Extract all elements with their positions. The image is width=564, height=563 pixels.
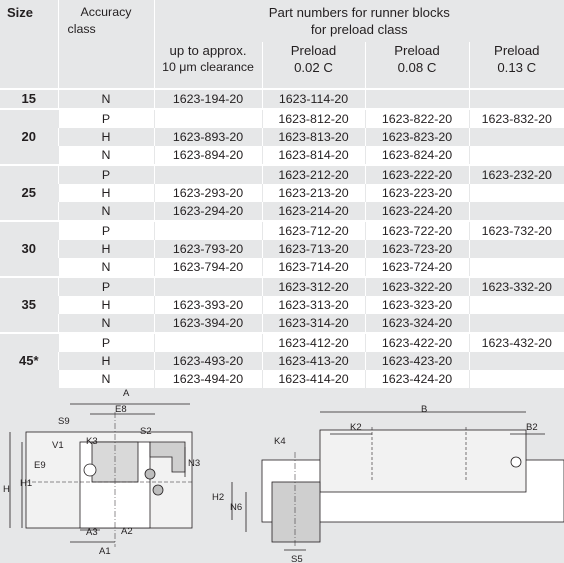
part-number-cell	[469, 184, 564, 202]
rail-hole-section	[272, 482, 320, 542]
part-number-cell: 1623-322-20	[365, 277, 469, 296]
part-number-cell	[365, 89, 469, 109]
accuracy-cell: H	[58, 184, 154, 202]
part-number-cell	[154, 165, 262, 184]
part-number-cell: 1623-232-20	[469, 165, 564, 184]
label-H2: H2	[212, 492, 225, 503]
part-number-cell: 1623-422-20	[365, 333, 469, 352]
part-number-cell: 1623-832-20	[469, 109, 564, 128]
header-size: Size	[0, 0, 58, 89]
label-K4: K4	[274, 436, 286, 447]
accuracy-cell: P	[58, 165, 154, 184]
part-number-cell	[469, 296, 564, 314]
header-preload-002-line1: Preload	[290, 43, 337, 58]
part-number-cell	[154, 333, 262, 352]
accuracy-cell: N	[58, 146, 154, 165]
part-number-cell: 1623-793-20	[154, 240, 262, 258]
accuracy-cell: H	[58, 296, 154, 314]
label-B2: B2	[526, 422, 538, 433]
part-number-cell: 1623-414-20	[262, 370, 365, 388]
part-number-cell: 1623-312-20	[262, 277, 365, 296]
part-number-cell: 1623-323-20	[365, 296, 469, 314]
size-cell: 20	[0, 109, 58, 165]
table-row	[0, 128, 564, 146]
header-clearance	[154, 42, 262, 89]
table-row	[0, 277, 564, 296]
part-number-cell: 1623-732-20	[469, 221, 564, 240]
header-preload-008-line1: Preload	[394, 43, 440, 58]
part-number-cell: 1623-314-20	[262, 314, 365, 333]
part-number-cell: 1623-824-20	[365, 146, 469, 165]
part-number-cell: 1623-324-20	[365, 314, 469, 333]
part-number-cell	[469, 128, 564, 146]
part-number-cell: 1623-294-20	[154, 202, 262, 221]
header-preload-008	[365, 42, 469, 89]
accuracy-cell: P	[58, 221, 154, 240]
part-number-cell: 1623-313-20	[262, 296, 365, 314]
part-number-cell: 1623-713-20	[262, 240, 365, 258]
table-body	[0, 89, 564, 388]
part-number-cell: 1623-412-20	[262, 333, 365, 352]
part-number-cell: 1623-222-20	[365, 165, 469, 184]
part-number-cell: 1623-394-20	[154, 314, 262, 333]
header-part-numbers	[154, 0, 564, 42]
header-preload-013-line2: 0.13 C	[497, 60, 537, 75]
part-number-cell: 1623-213-20	[262, 184, 365, 202]
part-number-cell	[469, 352, 564, 370]
part-number-cell	[469, 314, 564, 333]
block-side	[320, 430, 526, 492]
part-number-cell: 1623-794-20	[154, 258, 262, 277]
accuracy-cell: N	[58, 89, 154, 109]
header-preload-002-line2: 0.02 C	[294, 60, 333, 75]
accuracy-cell: P	[58, 333, 154, 352]
label-A3: A3	[86, 527, 98, 538]
part-number-cell: 1623-812-20	[262, 109, 365, 128]
header-preload-002	[262, 42, 365, 89]
part-number-cell	[469, 258, 564, 277]
part-number-cell	[469, 202, 564, 221]
header-preload-008-line2: 0.08 C	[397, 60, 437, 75]
label-H1: H1	[20, 478, 33, 489]
label-V1: V1	[52, 440, 64, 451]
label-K3: K3	[86, 436, 98, 447]
accuracy-cell: N	[58, 370, 154, 388]
header-accuracy-class	[58, 0, 154, 89]
label-S2: S2	[140, 426, 152, 437]
label-A1: A1	[99, 546, 111, 557]
table-row	[0, 89, 564, 109]
part-number-cell: 1623-432-20	[469, 333, 564, 352]
header-part-numbers-line1: Part numbers for runner blocks	[268, 5, 450, 20]
label-N6: N6	[230, 502, 243, 513]
accuracy-cell: H	[58, 128, 154, 146]
size-cell: 30	[0, 221, 58, 277]
header-clearance-line1: up to approx.	[169, 43, 247, 58]
label-S9: S9	[58, 416, 70, 427]
label-B: B	[421, 404, 428, 415]
part-number-cell	[469, 146, 564, 165]
part-number-cell: 1623-194-20	[154, 89, 262, 109]
header-accuracy-line1: Accuracy	[80, 5, 132, 19]
size-cell: 45*	[0, 333, 58, 388]
side-view	[232, 412, 564, 550]
ball-2	[153, 485, 163, 495]
table-row	[0, 109, 564, 128]
header-preload-013-line1: Preload	[494, 43, 540, 58]
label-S5: S5	[291, 554, 303, 563]
part-number-cell: 1623-814-20	[262, 146, 365, 165]
table-row	[0, 221, 564, 240]
header-accuracy-line2: class	[67, 22, 96, 36]
header-clearance-line2: 10 μm clearance	[162, 60, 254, 74]
label-E9: E9	[34, 460, 46, 471]
part-number-cell: 1623-722-20	[365, 221, 469, 240]
table-row	[0, 240, 564, 258]
accuracy-cell: H	[58, 352, 154, 370]
size-cell: 25	[0, 165, 58, 221]
part-number-cell: 1623-494-20	[154, 370, 262, 388]
part-number-cell: 1623-823-20	[365, 128, 469, 146]
part-number-cell: 1623-822-20	[365, 109, 469, 128]
part-number-cell	[469, 89, 564, 109]
label-A: A	[123, 388, 130, 399]
accuracy-cell: N	[58, 314, 154, 333]
part-number-cell: 1623-813-20	[262, 128, 365, 146]
part-number-cell: 1623-212-20	[262, 165, 365, 184]
accuracy-cell: H	[58, 240, 154, 258]
table-row	[0, 202, 564, 221]
part-number-cell: 1623-413-20	[262, 352, 365, 370]
part-number-cell	[154, 109, 262, 128]
part-number-cell: 1623-723-20	[365, 240, 469, 258]
label-K2: K2	[350, 422, 362, 433]
table-row	[0, 165, 564, 184]
table-row	[0, 352, 564, 370]
table-row	[0, 184, 564, 202]
accuracy-cell: P	[58, 109, 154, 128]
size-cell: 15	[0, 89, 58, 109]
ball-1	[145, 469, 155, 479]
accuracy-cell: P	[58, 277, 154, 296]
part-number-cell	[154, 221, 262, 240]
part-number-cell: 1623-712-20	[262, 221, 365, 240]
part-number-cell: 1623-223-20	[365, 184, 469, 202]
accuracy-cell: N	[58, 202, 154, 221]
part-number-cell	[154, 277, 262, 296]
part-number-cell: 1623-423-20	[365, 352, 469, 370]
part-number-cell: 1623-224-20	[365, 202, 469, 221]
header-preload-013	[469, 42, 564, 89]
part-number-cell: 1623-332-20	[469, 277, 564, 296]
accuracy-cell: N	[58, 258, 154, 277]
part-number-cell: 1623-214-20	[262, 202, 365, 221]
table-row	[0, 296, 564, 314]
side-lube-nipple	[511, 457, 521, 467]
part-number-cell: 1623-393-20	[154, 296, 262, 314]
table-row	[0, 333, 564, 352]
label-N3: N3	[188, 458, 201, 469]
table-row	[0, 258, 564, 277]
label-A2: A2	[121, 526, 133, 537]
part-number-cell	[469, 240, 564, 258]
part-number-cell: 1623-893-20	[154, 128, 262, 146]
part-number-cell: 1623-493-20	[154, 352, 262, 370]
label-H: H	[3, 484, 10, 495]
part-number-cell: 1623-724-20	[365, 258, 469, 277]
part-number-cell: 1623-894-20	[154, 146, 262, 165]
part-number-cell: 1623-293-20	[154, 184, 262, 202]
table-row	[0, 314, 564, 333]
part-number-cell: 1623-114-20	[262, 89, 365, 109]
label-E8: E8	[115, 404, 127, 415]
table-row	[0, 146, 564, 165]
lube-nipple	[84, 464, 96, 476]
part-number-cell: 1623-714-20	[262, 258, 365, 277]
part-number-cell: 1623-424-20	[365, 370, 469, 388]
header-part-numbers-line2: for preload class	[310, 22, 408, 37]
runner-block-drawing	[0, 382, 564, 563]
size-cell: 35	[0, 277, 58, 333]
cross-section-view	[10, 404, 192, 547]
